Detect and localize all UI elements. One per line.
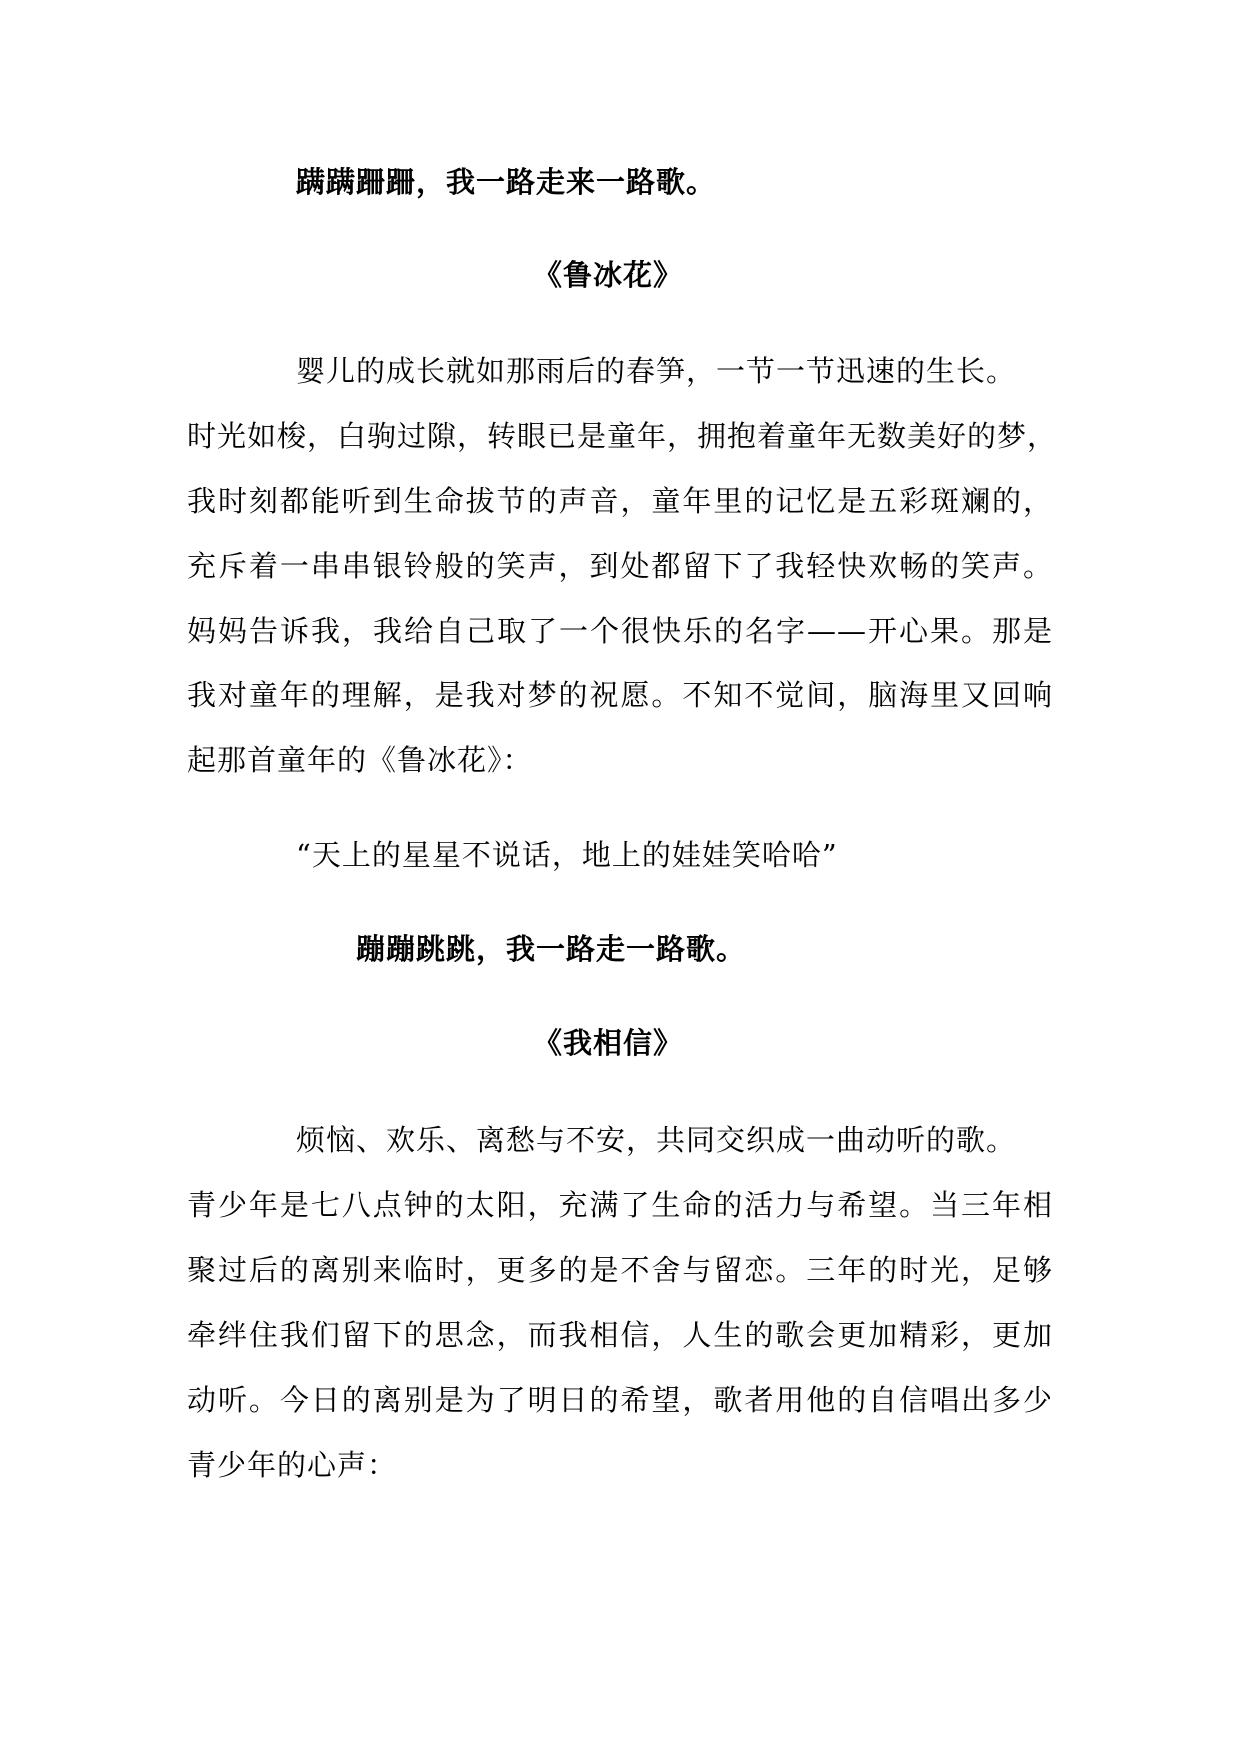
section2-paragraph-line: 我对童年的理解，是我对梦的祝愿。不知不觉间，脑海里又回响 <box>187 678 1053 712</box>
section2-paragraph-line: 我时刻都能听到生命拔节的声音，童年里的记忆是五彩斑斓的， <box>187 484 1053 518</box>
section1-closing-line: 蹒蹒跚跚，我一路走来一路歌。 <box>296 165 717 199</box>
section3-title: 《我相信》 <box>533 1026 684 1060</box>
section3-paragraph-line: 烦恼、欢乐、离愁与不安，共同交织成一曲动听的歌。 <box>296 1123 1017 1157</box>
section2-paragraph-line: 时光如梭，白驹过隙，转眼已是童年，拥抱着童年无数美好的梦， <box>187 419 1058 453</box>
section2-paragraph-line: 妈妈告诉我，我给自己取了一个很快乐的名字——开心果。那是 <box>187 614 1053 648</box>
section2-title: 《鲁冰花》 <box>533 258 684 292</box>
section2-paragraph-line: 起那首童年的《鲁冰花》： <box>187 743 533 777</box>
section3-paragraph-line: 聚过后的离别来临时，更多的是不舍与留恋。三年的时光，足够 <box>187 1253 1053 1287</box>
section2-paragraph-line: 充斥着一串串银铃般的笑声，到处都留下了我轻快欢畅的笑声。 <box>187 549 1053 583</box>
section2-closing-line: 蹦蹦跳跳，我一路走一路歌。 <box>356 932 747 966</box>
section3-paragraph-line: 动听。今日的离别是为了明日的希望，歌者用他的自信唱出多少 <box>187 1383 1053 1417</box>
song-lyric-quote: “天上的星星不说话，地上的娃娃笑哈哈” <box>296 838 838 872</box>
section3-paragraph-line: 青少年是七八点钟的太阳，充满了生命的活力与希望。当三年相 <box>187 1188 1053 1222</box>
section3-paragraph-line: 牵绊住我们留下的思念，而我相信，人生的歌会更加精彩，更加 <box>187 1318 1053 1352</box>
section3-paragraph-line: 青少年的心声： <box>187 1448 398 1482</box>
section2-paragraph-line: 婴儿的成长就如那雨后的春笋，一节一节迅速的生长。 <box>296 354 1017 388</box>
